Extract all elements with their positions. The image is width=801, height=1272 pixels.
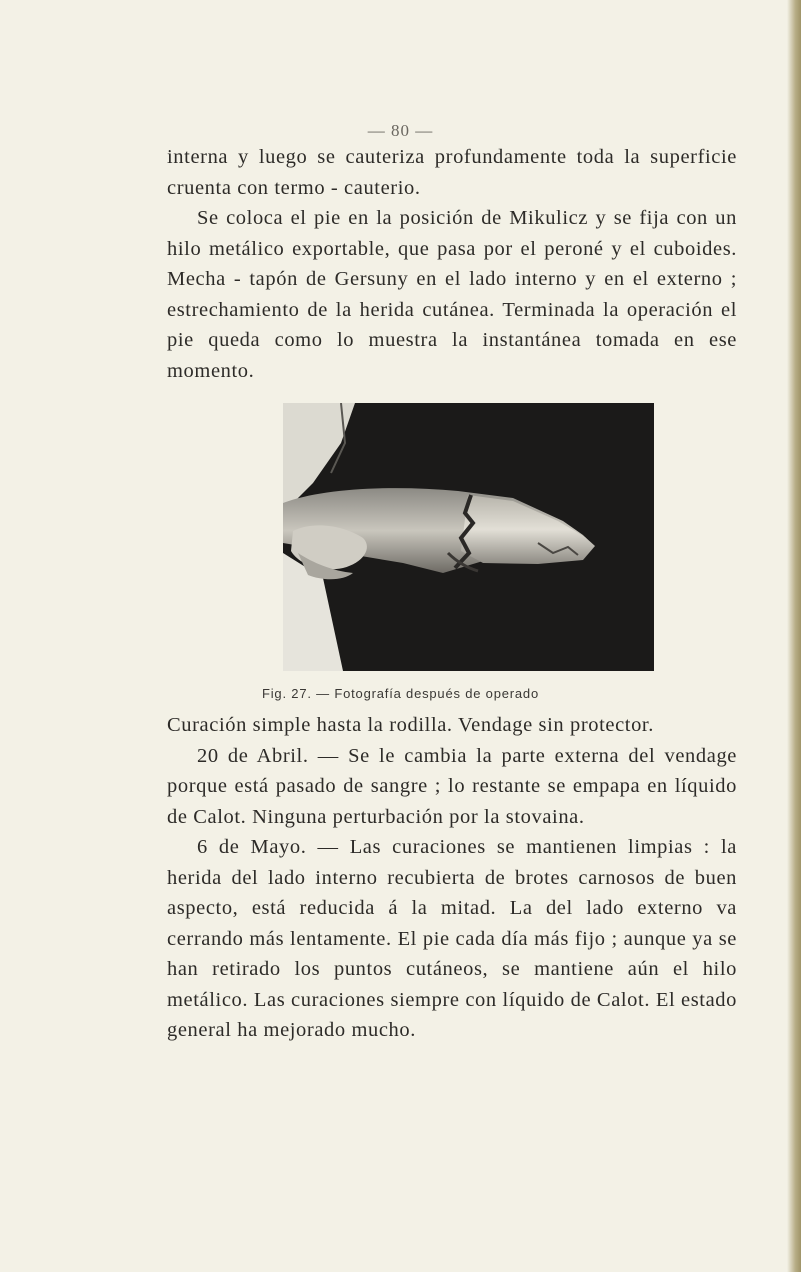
text-block-bottom <box>167 710 737 1046</box>
page-number: — 80 — <box>367 121 434 140</box>
figure-caption: Fig. 27. — Fotografía después de operado <box>262 686 539 701</box>
paragraph: 6 de Mayo. — Las curaciones se mantienen limpias : la herida del lado interno recubierta de brotes carnosos de buen aspecto, está reducida á la mitad. La del lado externo va cerrando más lentamente. El pie cada día más fijo ; aunque ya se han retirado los puntos cutáneos, se mantiene aún el hilo metálico. Las curaciones siempre con líquido de Calot. El estado general ha mejorado mucho. <box>167 836 737 1041</box>
paragraph: Se coloca el pie en la posición de Mikulicz y se fija con un hilo metálico exportable, que pasa por el peroné y el cuboides. Mecha - tapón de Gersuny en el lado interno y en el externo ; estrechamiento de la herida cutánea. Terminada la operación el pie queda como lo muestra la instantánea tomada en ese momento. <box>167 207 737 382</box>
text-block-top <box>167 142 737 386</box>
figure-photograph <box>283 403 654 671</box>
paragraph: interna y luego se cauteriza profundamente toda la superficie cruenta con termo - cauterio. <box>167 146 737 199</box>
paragraph: Curación simple hasta la rodilla. Vendage sin protector. <box>167 714 654 736</box>
paragraph: 20 de Abril. — Se le cambia la parte externa del vendage porque está pasado de sangre ; lo restante se empapa en líquido de Calot. Ninguna perturbación por la stovaina. <box>167 744 737 828</box>
foot-photo-illustration <box>283 403 654 671</box>
page-edge-shadow <box>787 0 801 1272</box>
